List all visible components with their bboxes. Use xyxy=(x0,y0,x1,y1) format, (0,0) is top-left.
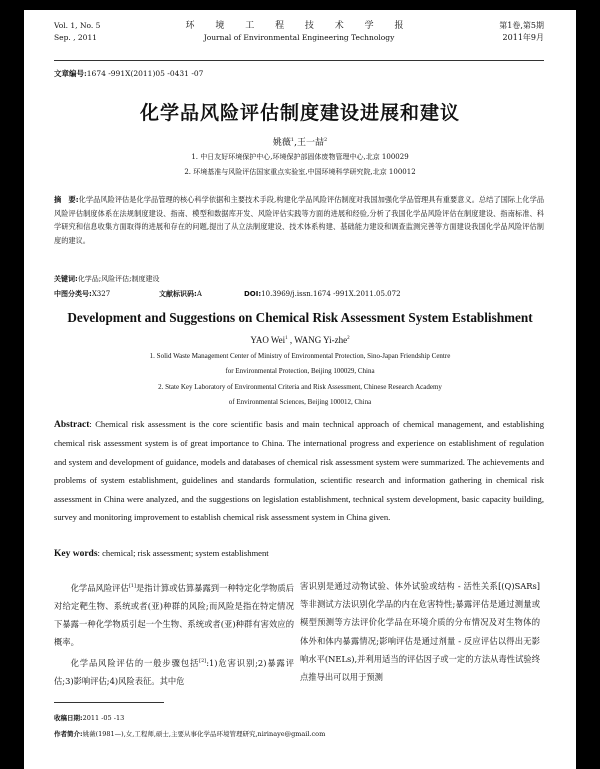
author-2: 王一喆 xyxy=(296,138,324,148)
clc-code xyxy=(54,289,159,299)
issue-date-cn: 2011年9月 xyxy=(502,33,544,42)
abstract-cn xyxy=(54,193,544,247)
received-label: 收稿日期: xyxy=(54,714,83,722)
body-text: 化学品风险评估 xyxy=(70,582,129,593)
volume-number: Vol. 1, No. 5 xyxy=(54,21,101,30)
authors-en xyxy=(24,335,576,345)
keywords-cn-text: 化学品;风险评估;制度建设 xyxy=(77,275,160,283)
volume-info-cn xyxy=(499,20,544,44)
volume-number-cn: 第1卷,第5期 xyxy=(499,21,544,30)
affiliation-en-2a: 2. State Key Laboratory of Environmental Criteria and Risk Assessment, Chinese Research Academy xyxy=(158,383,442,391)
footnote-divider xyxy=(54,702,164,703)
article-number-value: 1674 -991X(2011)05 -0431 -07 xyxy=(86,69,204,78)
clc-value: X327 xyxy=(91,290,111,298)
author-separator: , xyxy=(294,138,297,148)
keywords-en-label: Key words xyxy=(54,549,98,559)
abstract-cn-text: 化学品风险评估是化学品管理的核心科学依据和主要技术手段,构建化学品风险评估制度对我国加强化学品管理具有重要意义。总结了国际上化学品风险评估制度体系在法规制度建设、指南、模型和数据库开发、风险评估实践等方面的进展和经验,分析了我国化学品风险评估在制度建设、指南标准、科学研究和信息收集方面取得的进展和存在的问题,提出了从立法制度建设、技术体系构建、基础能力建设和调查监测完善等方面建设我国化学品风险评估制度的建议。 xyxy=(54,195,545,245)
title-cn: 化学品风险评估制度建设进展和建议 xyxy=(139,102,460,124)
keywords-en-text: : chemical; risk assessment; system establishment xyxy=(97,548,269,558)
author-1: 姚薇 xyxy=(272,138,291,148)
abstract-cn-label: 摘 要: xyxy=(54,195,79,204)
body-paragraph-3: 害识别是通过动物试验、体外试验或结构 - 活性关系[(Q)SARs]等非测试方法识别化学品的内在危害特性;暴露评估是通过测量或模型预测等方法评价化学品在环境介质的分布情况及对生物体的体外和体内暴露情况;影响评估是通过剂量 - 反应评估以得出无影响水平(NELs),并利用适当的评估因子或一定的方法从毒性试验终点推导出可以用于预测 xyxy=(300,581,540,683)
citation-ref[interactable]: [1] xyxy=(128,583,136,589)
abstract-en xyxy=(54,415,544,526)
issue-date-en: Sep. , 2011 xyxy=(54,33,98,42)
citation-ref[interactable]: [2] xyxy=(199,657,207,664)
author-1-affil: 1 xyxy=(290,137,295,143)
doi xyxy=(244,290,401,298)
keywords-en xyxy=(54,548,544,559)
body-text: :1)危害识别;2)暴露评估;3)影响评估;4)风险表征。其中危 xyxy=(54,657,294,686)
authors-cn xyxy=(24,135,576,148)
abstract-en-text: : Chemical risk assessment is the core scientific basis and main technical approach of chemical management, and establishing chemical risk assessment system is of great importance to China. The international progress and experience on establishment of regulation and system and development of guidance, models and databases of chemical risk assessment system were summarized. The achievements and problems of system establishment, guidelines and standards formulation, scientific research and information gathering in chemical risk assessment in China were analyzed, and the suggestions on legislation establishment, technical system development, basic capacity building, survey and monitoring improvement to establish chemical risk assessment system in China given. xyxy=(54,419,544,523)
author-en-separator: , xyxy=(287,335,295,345)
title-en: Development and Suggestions on Chemical Risk Assessment System Establishment xyxy=(67,310,533,325)
body-column-right xyxy=(300,577,540,686)
author-1-en: YAO Wei xyxy=(250,335,286,345)
body-paragraph-2 xyxy=(54,652,294,690)
journal-name xyxy=(54,20,544,44)
author-bio-label: 作者简介: xyxy=(54,730,83,738)
affiliation-cn-2: 2. 环境基准与风险评估国家重点实验室,中国环境科学研究院,北京 100012 xyxy=(184,168,416,176)
paper-page xyxy=(24,10,576,769)
author-2-affil: 2 xyxy=(323,137,328,143)
journal-name-en: Journal of Environmental Engineering Technology xyxy=(203,33,395,42)
body-text: 化学品风险评估的一般步骤包括 xyxy=(70,657,200,668)
doi-value: 10.3969/j.issn.1674 -991X.2011.05.072 xyxy=(261,290,401,298)
received-value: 2011 -05 -13 xyxy=(82,714,125,722)
author-2-en: WANG Yi-zhe xyxy=(294,335,348,345)
affiliation-cn-1: 1. 中日友好环境保护中心,环境保护部固体废物管理中心,北京 100029 xyxy=(191,153,409,161)
body-paragraph-1 xyxy=(54,577,294,652)
classification-line xyxy=(54,289,544,299)
article-number xyxy=(54,68,203,79)
affiliation-en-2b: of Environmental Sciences, Beijing 100012, China xyxy=(228,398,372,406)
keywords-cn-label: 关键词: xyxy=(54,275,78,283)
journal-header xyxy=(54,20,544,61)
doc-label: 文献标识码: xyxy=(159,290,197,298)
footnote-author xyxy=(54,729,325,738)
doc-value: A xyxy=(196,290,202,298)
body-text: 是指计算或估算暴露到一种特定化学物质后对给定靶生物、系统或者(亚)种群的风险;而风险是指在特定情况下暴露一种化学物质引起一个生物、系统或者(亚)种群有害效应的概率。 xyxy=(54,582,294,648)
affiliation-en-1b: for Environmental Protection, Beijing 100029, China xyxy=(225,367,375,375)
clc-label: 中图分类号: xyxy=(54,290,92,298)
affiliation-en-1a: 1. Solid Waste Management Center of Ministry of Environmental Protection, Sino-Japan Friendship Centre xyxy=(149,352,451,360)
body-column-left xyxy=(54,577,294,690)
author-bio-value: 姚薇(1981—),女,工程师,硕士,主要从事化学品环境管理研究,nirinaye@gmail.com xyxy=(82,730,326,738)
author-2-en-affil: 2 xyxy=(347,336,350,341)
article-number-label: 文章编号: xyxy=(54,69,87,78)
footnote-received xyxy=(54,713,124,722)
author-1-en-affil: 1 xyxy=(285,336,288,341)
keywords-cn xyxy=(54,274,544,284)
journal-name-cn: 环 境 工 程 技 术 学 报 xyxy=(185,21,413,31)
abstract-en-label: Abstract xyxy=(54,420,90,430)
doi-label: DOI: xyxy=(244,290,262,298)
doc-code xyxy=(159,289,244,299)
